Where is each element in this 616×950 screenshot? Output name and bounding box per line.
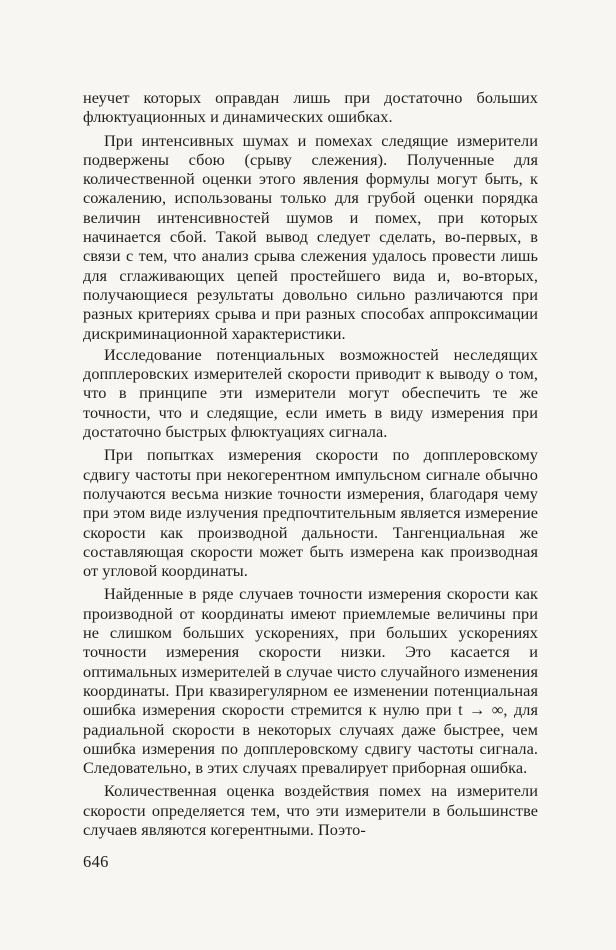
paragraph-3: Исследование потенциальных возможностей неследящих допплеровских измерителей скорости приводит к выводу о том, что в принципе эти измерители могут обеспечить те же точности, что и следящие, если иметь в виду измерения при достаточно быстрых флюктуациях сигнала.	[83, 344, 538, 442]
paragraph-1: неучет которых оправдан лишь при достаточно больших флюктуационных и динамических ошибках.	[83, 88, 538, 127]
page-number: 646	[83, 852, 109, 871]
paragraph-6: Количественная оценка воздействия помех на измерители скорости определяется тем, что эти измерители в большинстве случаев являются когерентными. Поэто-	[83, 781, 538, 839]
paragraph-4: При попытках измерения скорости по допплеровскому сдвигу частоты при некогерентном импульсном сигнале обычно получаются весьма низкие точности измерения, благодаря чему при этом виде излучения предпочтительным является измерение скорости как производной дальности. Тангенциальная же составляющая скорости может быть измерена как производная от угловой координаты.	[83, 445, 538, 581]
page-body	[83, 88, 538, 839]
paragraph-5: Найденные в ряде случаев точности измерения скорости как производной от координаты имеют приемлемые величины при не слишком больших ускорениях, при больших ускорениях точности измерения скорости низки. Это касается и оптимальных измерителей в случае чисто случайного изменения координаты. При квазирегулярном ее изменении потенциальная ошибка измерения скорости стремится к нулю при t → ∞, для радиальной скорости в некоторых случаях даже быстрее, чем ошибка измерения по допплеровскому сдвигу частоты сигнала. Следовательно, в этих случаях превалирует приборная ошибка.	[83, 584, 538, 778]
paragraph-2: При интенсивных шумах и помехах следящие измерители подвержены сбою (срыву слежения). Полученные для количественной оценки этого явления формулы могут быть, к сожалению, использованы только для грубой оценки порядка величин интенсивностей шумов и помех, при которых начинается сбой. Такой вывод следует сделать, во-первых, в связи с тем, что анализ срыва слежения удалось провести лишь для сглаживающих цепей простейшего вида и, во-вторых, получающиеся результаты довольно сильно различаются при разных критериях срыва и при разных способах аппроксимации дискриминационной характеристики.	[83, 130, 538, 343]
